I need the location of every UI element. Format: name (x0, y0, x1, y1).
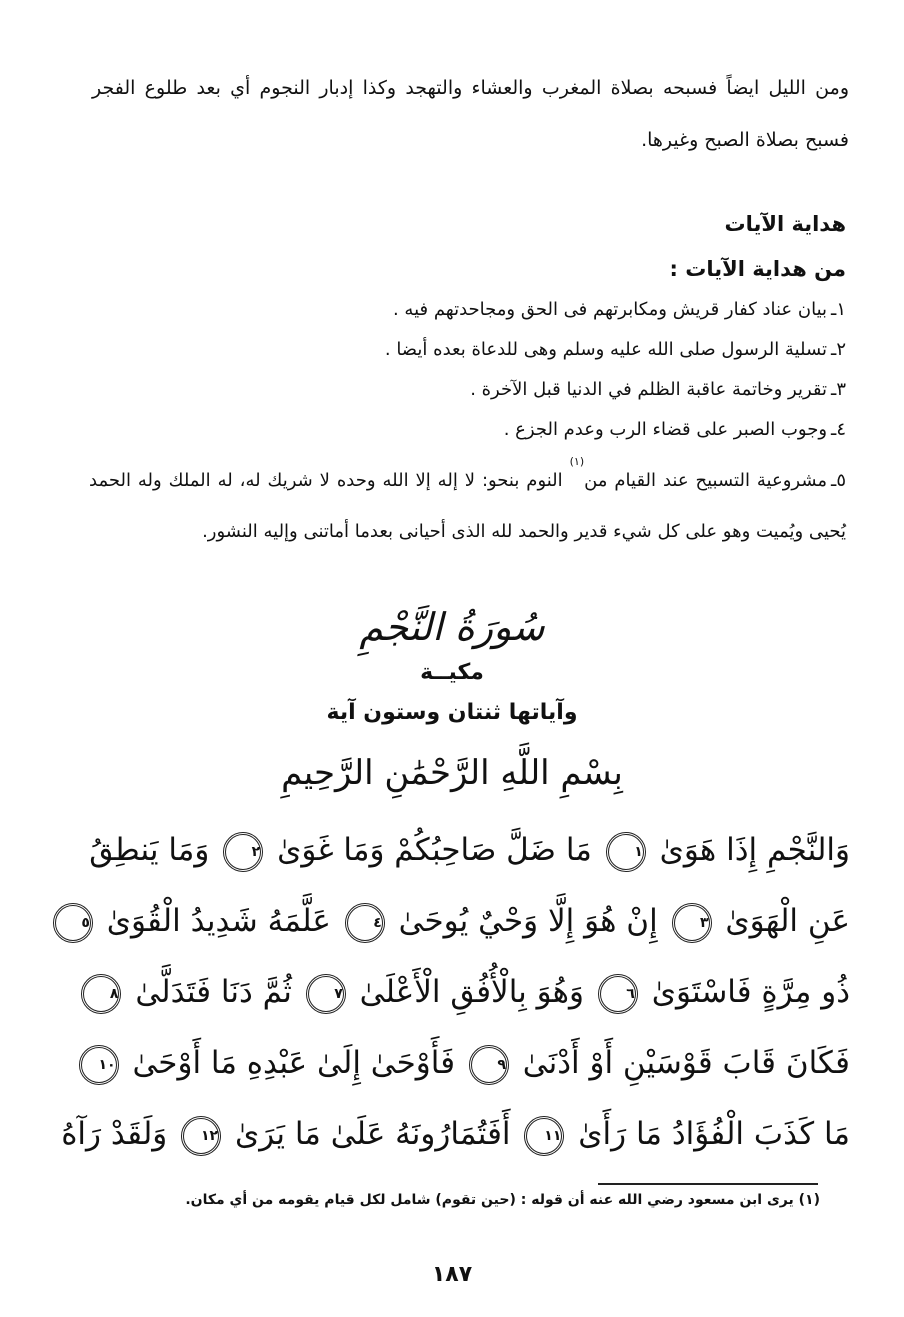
intro-paragraph: ومن الليل ايضاً فسبحه بصلاة المغرب والعشاء والتهجد وكذا إدبار النجوم أي بعد طلوع الفجر فسبح بصلاة الصبح وغيرها. (92, 77, 849, 151)
verse-text: مَا ضَلَّ صَاحِبُكُمْ وَمَا غَوَىٰ (277, 832, 592, 868)
verse-text: فَأَوْحَىٰ إِلَىٰ عَبْدِهِ مَا أَوْحَىٰ (132, 1045, 456, 1081)
page-number: ١٨٧ (431, 1262, 473, 1287)
ayah-number-marker: ٥ (53, 903, 93, 943)
ayah-number-marker: ٢ (223, 832, 263, 872)
verse-text: عَنِ الْهَوَىٰ (725, 903, 850, 939)
item-text: تقرير وخاتمة عاقبة الظلم في الدنيا قبل الآخرة . (470, 379, 828, 400)
ayah-number-marker: ٦ (598, 974, 638, 1014)
surah-ayah-count: وآياتها ثنتان وستون آية (326, 700, 578, 725)
basmala: بِسْمِ اللَّهِ الرَّحْمَٰنِ الرَّحِيمِ (281, 753, 623, 793)
list-item (89, 370, 846, 410)
item-number: ٢ـ (831, 339, 846, 360)
item-text: مشروعية التسبيح عند القيام من (584, 470, 828, 491)
verse-text: عَلَّمَهُ شَدِيدُ الْقُوَىٰ (106, 903, 331, 939)
verse-line (90, 815, 850, 886)
footnote-divider (598, 1183, 818, 1185)
item-number: ٤ـ (831, 419, 846, 440)
verse-line (90, 1028, 850, 1099)
list-item (89, 290, 846, 330)
verse-text: أَفَتُمَارُونَهُ عَلَىٰ مَا يَرَىٰ (234, 1116, 511, 1152)
verse-line (61, 1099, 850, 1170)
verse-line (90, 957, 850, 1028)
verse-text: وَمَا يَنطِقُ (89, 832, 210, 868)
item-text: بيان عناد كفار قريش ومكابرتهم فى الحق ومجاحدتهم فيه . (392, 299, 828, 320)
verse-text: وَلَقَدْ رَآهُ (61, 1116, 168, 1152)
item-text-continued: النوم بنحو: لا إله إلا الله وحده لا شريك له، له الملك وله الحمد يُحيى ويُميت وهو على كل شيء قدير والحمد لله الذى أحيانى بعدما أماتنى وإليه النشور. (89, 470, 846, 542)
ayah-number-marker: ١٢ (181, 1116, 221, 1156)
verse-line (81, 886, 850, 957)
ayah-number-marker: ٨ (81, 974, 121, 1014)
ayah-number-marker: ١٠ (79, 1045, 119, 1085)
ayah-number-marker: ٩ (469, 1045, 509, 1085)
item-number: ٣ـ (831, 379, 846, 400)
item-text: وجوب الصبر على قضاء الرب وعدم الجزع . (503, 419, 828, 440)
verse-text: فَكَانَ قَابَ قَوْسَيْنِ أَوْ أَدْنَىٰ (522, 1045, 850, 1081)
ayah-number-marker: ٤ (345, 903, 385, 943)
list-item (89, 450, 846, 557)
guidance-list (89, 290, 846, 557)
ayah-number-marker: ١ (606, 832, 646, 872)
footnote: (١) يرى ابن مسعود رضي الله عنه أن قوله : (حين تقوم) شامل لكل قيام يقومه من أي مكان. (185, 1192, 820, 1208)
verse-text: وَهُوَ بِالْأُفُقِ الْأَعْلَىٰ (359, 974, 584, 1010)
section-heading: هداية الآيات (724, 212, 846, 236)
verse-text: وَالنَّجْمِ إِذَا هَوَىٰ (659, 832, 850, 868)
verse-text: إِنْ هُوَ إِلَّا وَحْيٌ يُوحَىٰ (398, 903, 658, 939)
list-item (89, 410, 846, 450)
quran-verses (61, 815, 850, 1170)
verse-text: مَا كَذَبَ الْفُؤَادُ مَا رَأَىٰ (578, 1116, 850, 1152)
ayah-number-marker: ٧ (306, 974, 346, 1014)
section-subheading: من هداية الآيات : (669, 257, 846, 281)
verse-text: ذُو مِرَّةٍ فَاسْتَوَىٰ (651, 974, 850, 1010)
ayah-number-marker: ٣ (672, 903, 712, 943)
item-text: تسلية الرسول صلى الله عليه وسلم وهى للدعاة بعده أيضا . (384, 339, 828, 360)
footnote-reference[interactable]: (١) (569, 455, 585, 468)
item-number: ١ـ (831, 299, 846, 320)
verse-text: ثُمَّ دَنَا فَتَدَلَّىٰ (135, 974, 292, 1010)
item-number: ٥ـ (831, 470, 846, 491)
list-item (89, 330, 846, 370)
ayah-number-marker: ١١ (524, 1116, 564, 1156)
surah-revelation-type: مكيــة (420, 660, 484, 685)
surah-title: سُورَةُ النَّجْمِ (359, 605, 545, 649)
